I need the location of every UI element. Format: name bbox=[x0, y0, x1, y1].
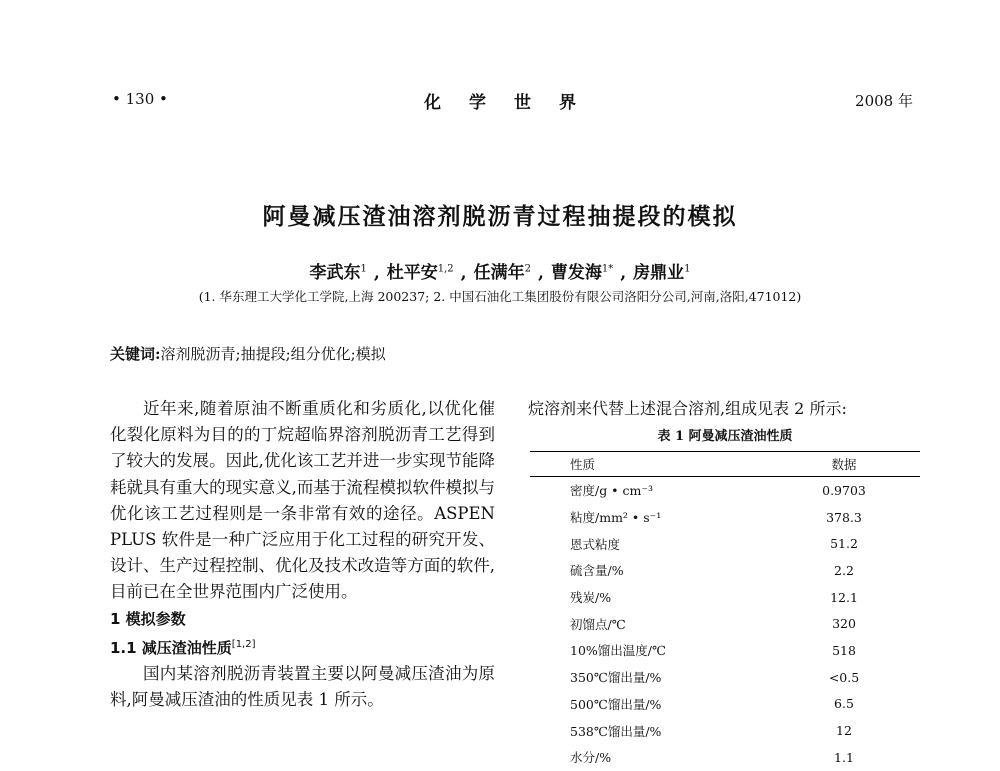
property-name-cell: 350℃馏出量/% bbox=[570, 670, 662, 686]
author-name bbox=[309, 263, 366, 283]
author-name-text: 曹发海 bbox=[550, 263, 602, 283]
left-column bbox=[110, 396, 495, 713]
subsection-heading bbox=[110, 632, 495, 661]
property-value-cell: 518 bbox=[832, 642, 856, 658]
property-value-cell: 6.5 bbox=[834, 696, 854, 712]
author-name-text: 任满年 bbox=[473, 263, 525, 283]
property-value-cell: 378.3 bbox=[826, 509, 862, 525]
keywords bbox=[110, 343, 386, 364]
table-row bbox=[530, 744, 920, 771]
author-name-text: 房鼎业 bbox=[633, 263, 685, 283]
citation-ref: [1,2] bbox=[231, 638, 256, 650]
author-list: 李武东$^1$ , 杜平安$^{1,2}$ , 任满年$^2$ , 曹发海$^{1*}$ , 房鼎业$^1$ bbox=[309, 263, 691, 283]
property-name-cell: 538℃馏出量/% bbox=[570, 723, 662, 739]
property-value-cell: 2.2 bbox=[834, 562, 854, 578]
page-number: • 130 • bbox=[112, 90, 168, 108]
subsection-title: 1.1 减压渣油性质 bbox=[110, 638, 232, 657]
author-name bbox=[551, 263, 613, 283]
author-name bbox=[387, 263, 454, 283]
intro-paragraph: 近年来,随着原油不断重质化和劣质化,以优化催化裂化原料为目的的丁烷超临界溶剂脱沥青工艺得到了较大的发展。因此,优化该工艺并进一步实现节能降耗就具有重大的现实意义,而基于流程模拟软件模拟与优化该工艺过程则是一条非常有效的途径。ASPEN PLUS 软件是一种广泛应用于化工过程的研究开发、设计、生产过程控制、优化及技术改造等方面的软件,目前已在全世界范围内广泛使用。 bbox=[110, 399, 495, 602]
table-row bbox=[530, 610, 920, 637]
table-row bbox=[530, 584, 920, 611]
property-value-cell: 1.1 bbox=[834, 749, 854, 765]
affiliations: (1. 华东理工大学化工学院,上海 200237; 2. 中国石油化工集团股份有限公司洛阳分公司,河南,洛阳,471012) bbox=[198, 289, 802, 304]
property-name-cell: 粘度/mm² • s⁻¹ bbox=[570, 510, 662, 526]
section-heading: 1 模拟参数 bbox=[110, 609, 186, 628]
paper-title: 阿曼减压渣油溶剂脱沥青过程抽提段的模拟 bbox=[262, 204, 738, 230]
property-name-cell: 水分/% bbox=[570, 750, 612, 766]
table-row bbox=[530, 691, 920, 718]
author-name bbox=[474, 263, 531, 283]
author-affiliation-mark: 1,2 bbox=[437, 263, 454, 275]
table-header-row bbox=[530, 452, 920, 477]
property-name-cell: 残炭/% bbox=[570, 590, 612, 606]
body-paragraph: 国内某溶剂脱沥青装置主要以阿曼减压渣油为原料,阿曼减压渣油的性质见表 1 所示。 bbox=[110, 664, 495, 710]
keywords-label: 关键词: bbox=[110, 345, 161, 363]
right-column-text: 烷溶剂来代替上述混合溶剂,组成见表 2 所示: bbox=[528, 399, 847, 418]
table-row bbox=[530, 637, 920, 664]
author-name-text: 杜平安 bbox=[386, 263, 438, 283]
author-affiliation-mark: 1* bbox=[601, 263, 614, 275]
table-row bbox=[530, 557, 920, 584]
property-name-cell: 初馏点/℃ bbox=[570, 616, 626, 632]
column-header: 性质 bbox=[530, 452, 768, 477]
author-name bbox=[633, 263, 690, 283]
table-caption: 表 1 阿曼减压渣油性质 bbox=[657, 429, 793, 444]
property-name-cell: 密度/g • cm⁻³ bbox=[570, 483, 653, 499]
property-value-cell: 0.9703 bbox=[822, 482, 866, 498]
author-name-text: 李武东 bbox=[309, 263, 361, 283]
column-header: 数据 bbox=[768, 452, 920, 477]
property-value-cell: <0.5 bbox=[828, 669, 860, 685]
properties-table bbox=[530, 451, 920, 771]
keywords-text: 溶剂脱沥青;抽提段;组分优化;模拟 bbox=[160, 345, 386, 363]
journal-name: 化学世界 bbox=[424, 93, 604, 113]
property-name-cell: 硫含量/% bbox=[570, 563, 624, 579]
author-affiliation-mark: 2 bbox=[524, 263, 531, 275]
property-value-cell: 12 bbox=[836, 723, 852, 739]
table-row bbox=[530, 664, 920, 691]
publication-year: 2008 年 bbox=[855, 92, 913, 110]
property-name-cell: 恩式粘度 bbox=[570, 536, 621, 552]
property-value-cell: 51.2 bbox=[830, 536, 858, 552]
property-value-cell: 12.1 bbox=[830, 589, 858, 605]
author-affiliation-mark: 1 bbox=[360, 263, 367, 275]
table-row bbox=[530, 530, 920, 557]
author-affiliation-mark: 1 bbox=[684, 263, 691, 275]
table-row bbox=[530, 504, 920, 531]
table-row bbox=[530, 717, 920, 744]
property-name-cell: 500℃馏出量/% bbox=[570, 696, 662, 712]
property-value-cell: 320 bbox=[832, 616, 856, 632]
property-name-cell: 10%馏出温度/℃ bbox=[570, 643, 666, 659]
table-row bbox=[530, 477, 920, 504]
